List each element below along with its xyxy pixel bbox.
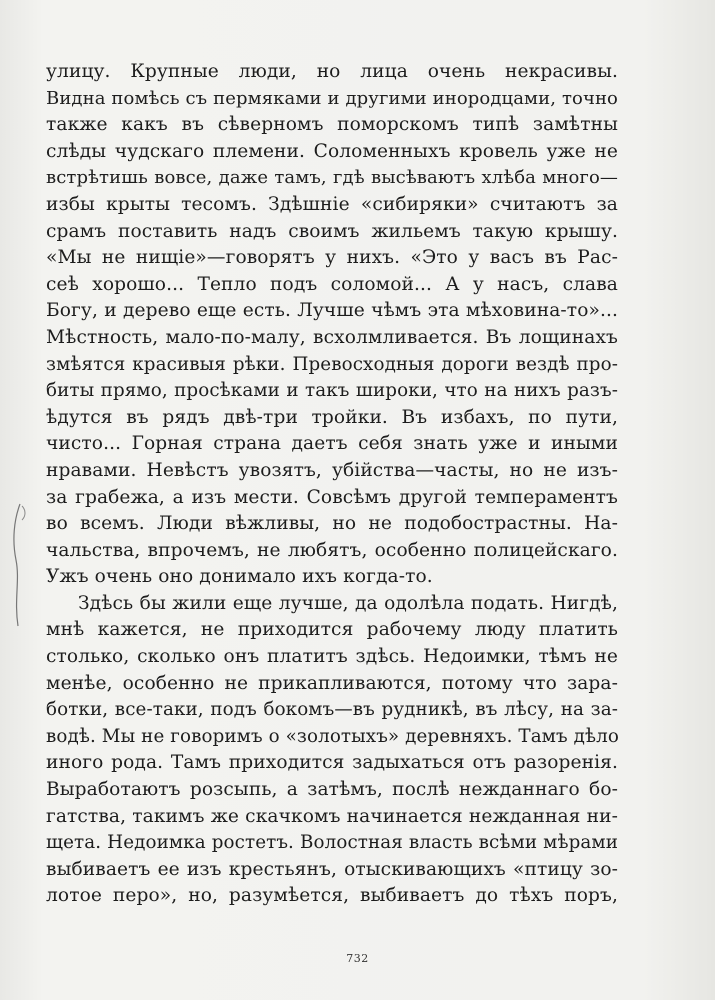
text-line: мнѣ кажется, не приходится рабочему люду платить bbox=[46, 619, 618, 641]
text-line: Богу, и дерево еще есть. Лучше чѣмъ эта мѣховина-то»... bbox=[46, 300, 618, 322]
body-text bbox=[46, 59, 618, 910]
text-line: сеѣ хорошо... Тепло подъ соломой... А у насъ, слава bbox=[46, 273, 618, 295]
text-line: биты прямо, просѣками и такъ широки, что на нихъ разъ- bbox=[46, 380, 618, 402]
text-line: избы крыты тесомъ. Здѣшніе «сибиряки» считаютъ за bbox=[46, 193, 618, 215]
text-line: змѣятся красивыя рѣки. Превосходныя дороги вездѣ про- bbox=[46, 353, 618, 375]
text-line: чисто... Горная страна даетъ себя знать уже и иными bbox=[46, 433, 618, 455]
text-line: ботки, все-таки, подъ бокомъ—въ рудникѣ, въ лѣсу, на за- bbox=[46, 699, 618, 721]
text-line: за грабежа, а изъ мести. Совсѣмъ другой темпераментъ bbox=[46, 486, 618, 508]
text-line: гатства, такимъ же скачкомъ начинается нежданная ни- bbox=[46, 805, 618, 827]
text-line: также какъ въ сѣверномъ поморскомъ типѣ замѣтны bbox=[46, 114, 618, 136]
text-line: «Мы не нищіе»—говорятъ у нихъ. «Это у васъ въ Рас- bbox=[46, 247, 618, 269]
text-line: водѣ. Мы не говоримъ о «золотыхъ» деревняхъ. Тамъ дѣло bbox=[46, 725, 619, 747]
text-line: слѣды чудскаго племени. Соломенныхъ кровель уже не bbox=[46, 140, 618, 162]
text-line: менѣе, особенно не прикапливаются, потому что зара- bbox=[46, 672, 618, 694]
text-line: Мѣстность, мало-по-малу, всхолмливается. Въ лощинахъ bbox=[46, 326, 618, 348]
text-line: встрѣтишь вовсе, даже тамъ, гдѣ высѣваютъ хлѣба много— bbox=[46, 167, 618, 189]
page-number: 732 bbox=[346, 952, 369, 965]
text-line: улицу. Крупные люди, но лица очень некрасивы. bbox=[46, 61, 618, 82]
text-line: Выработаютъ розсыпь, а затѣмъ, послѣ нежданнаго бо- bbox=[46, 779, 618, 801]
text-line: чальства, впрочемъ, не любятъ, особенно полицейскаго. bbox=[46, 539, 618, 561]
text-line: щета. Недоимка ростетъ. Волостная власть всѣми мѣрами bbox=[46, 832, 618, 854]
text-line: нравами. Невѣстъ увозятъ, убійства—часты, но не изъ- bbox=[46, 459, 618, 481]
text-line: лотое перо», но, разумѣется, выбиваетъ до тѣхъ поръ, bbox=[46, 885, 618, 907]
text-line: во всемъ. Люди вѣжливы, но не подобострастны. На- bbox=[46, 513, 618, 535]
text-line: Ужъ очень оно донимало ихъ когда-то. bbox=[46, 566, 433, 588]
text-line: иного рода. Тамъ приходится задыхаться отъ разоренія. bbox=[46, 752, 618, 774]
text-line-paragraph-start: Здѣсь бы жили еще лучше, да одолѣла подать. Нигдѣ, bbox=[78, 592, 618, 614]
text-line: срамъ поставить надъ своимъ жильемъ такую крышу. bbox=[46, 220, 618, 242]
text-line: столько, сколько онъ платитъ здѣсь. Недоимки, тѣмъ не bbox=[46, 646, 618, 668]
text-line: выбиваетъ ее изъ крестьянъ, отыскивающихъ «птицу зо- bbox=[46, 858, 618, 880]
text-line: Видна помѣсь съ пермяками и другими инородцами, точно bbox=[46, 87, 618, 109]
pencil-margin-mark bbox=[6, 500, 36, 630]
text-line: ѣдутся въ рядъ двѣ-три тройки. Въ избахъ, по пути, bbox=[46, 406, 618, 428]
